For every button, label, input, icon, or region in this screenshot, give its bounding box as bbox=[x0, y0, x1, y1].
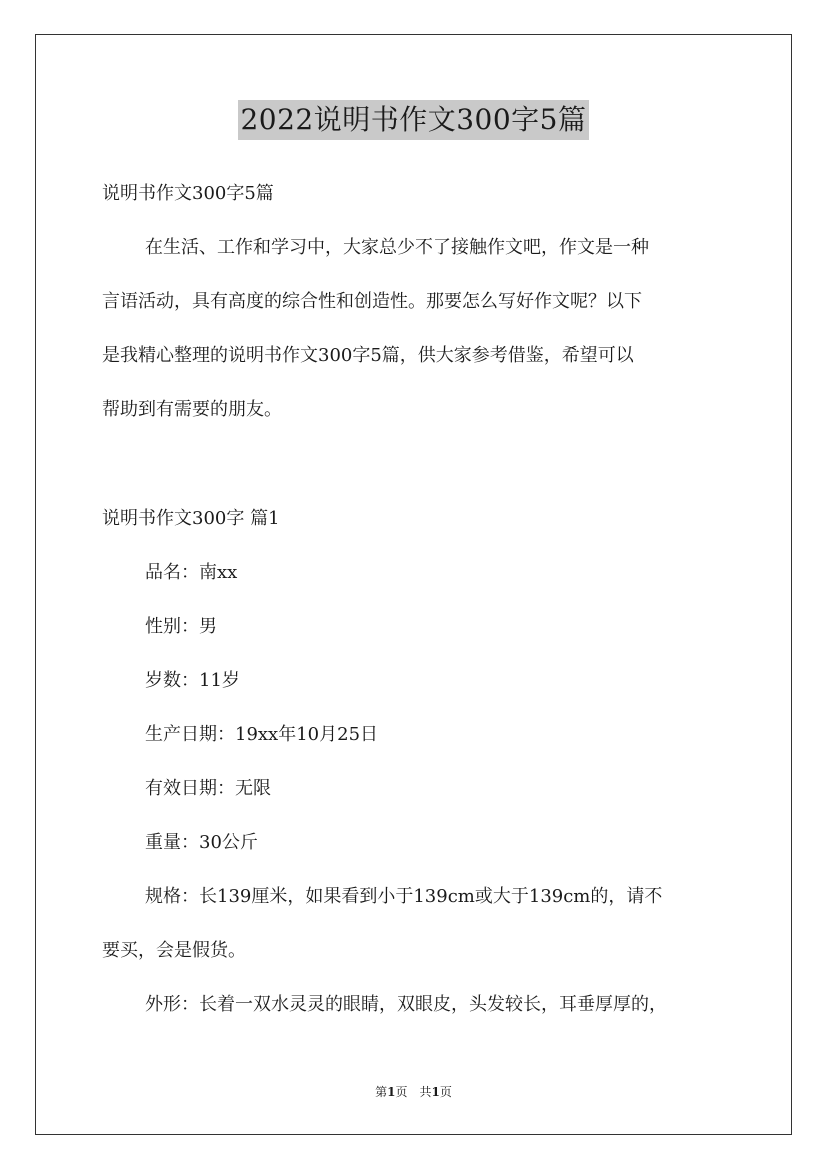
footer-mid: 页 共 bbox=[395, 1085, 432, 1099]
section1-heading: 说明书作文300字 篇1 bbox=[102, 508, 280, 529]
spec-expiry: 有效日期：无限 bbox=[145, 778, 271, 799]
footer-suffix: 页 bbox=[439, 1085, 452, 1099]
document-title: 2022说明书作文300字5篇 bbox=[238, 100, 588, 140]
footer-prefix: 第 bbox=[375, 1085, 388, 1099]
spec-age: 岁数：11岁 bbox=[145, 670, 240, 691]
intro-line-1: 在生活、工作和学习中，大家总少不了接触作文吧，作文是一种 bbox=[145, 237, 649, 258]
spec-weight: 重量：30公斤 bbox=[145, 832, 258, 853]
spec-production-date: 生产日期：19xx年10月25日 bbox=[145, 724, 379, 745]
spec-gender: 性别：男 bbox=[145, 616, 217, 637]
intro-line-4: 帮助到有需要的朋友。 bbox=[102, 399, 282, 420]
intro-line-3: 是我精心整理的说明书作文300字5篇，供大家参考借鉴，希望可以 bbox=[102, 345, 634, 366]
spec-size-line-2: 要买，会是假货。 bbox=[102, 940, 246, 961]
spec-appearance: 外形：长着一双水灵灵的眼睛，双眼皮，头发较长，耳垂厚厚的， bbox=[145, 994, 667, 1015]
spec-name: 品名：南xx bbox=[145, 562, 238, 583]
footer-page-number: 1 bbox=[387, 1085, 396, 1099]
spec-size-line-1: 规格：长139厘米，如果看到小于139cm或大于139cm的，请不 bbox=[145, 886, 663, 907]
document-subtitle: 说明书作文300字5篇 bbox=[102, 183, 274, 204]
page-footer bbox=[0, 1084, 827, 1100]
title-container bbox=[0, 100, 827, 140]
footer-page-total: 1 bbox=[431, 1085, 440, 1099]
intro-line-2: 言语活动，具有高度的综合性和创造性。那要怎么写好作文呢？以下 bbox=[102, 291, 642, 312]
